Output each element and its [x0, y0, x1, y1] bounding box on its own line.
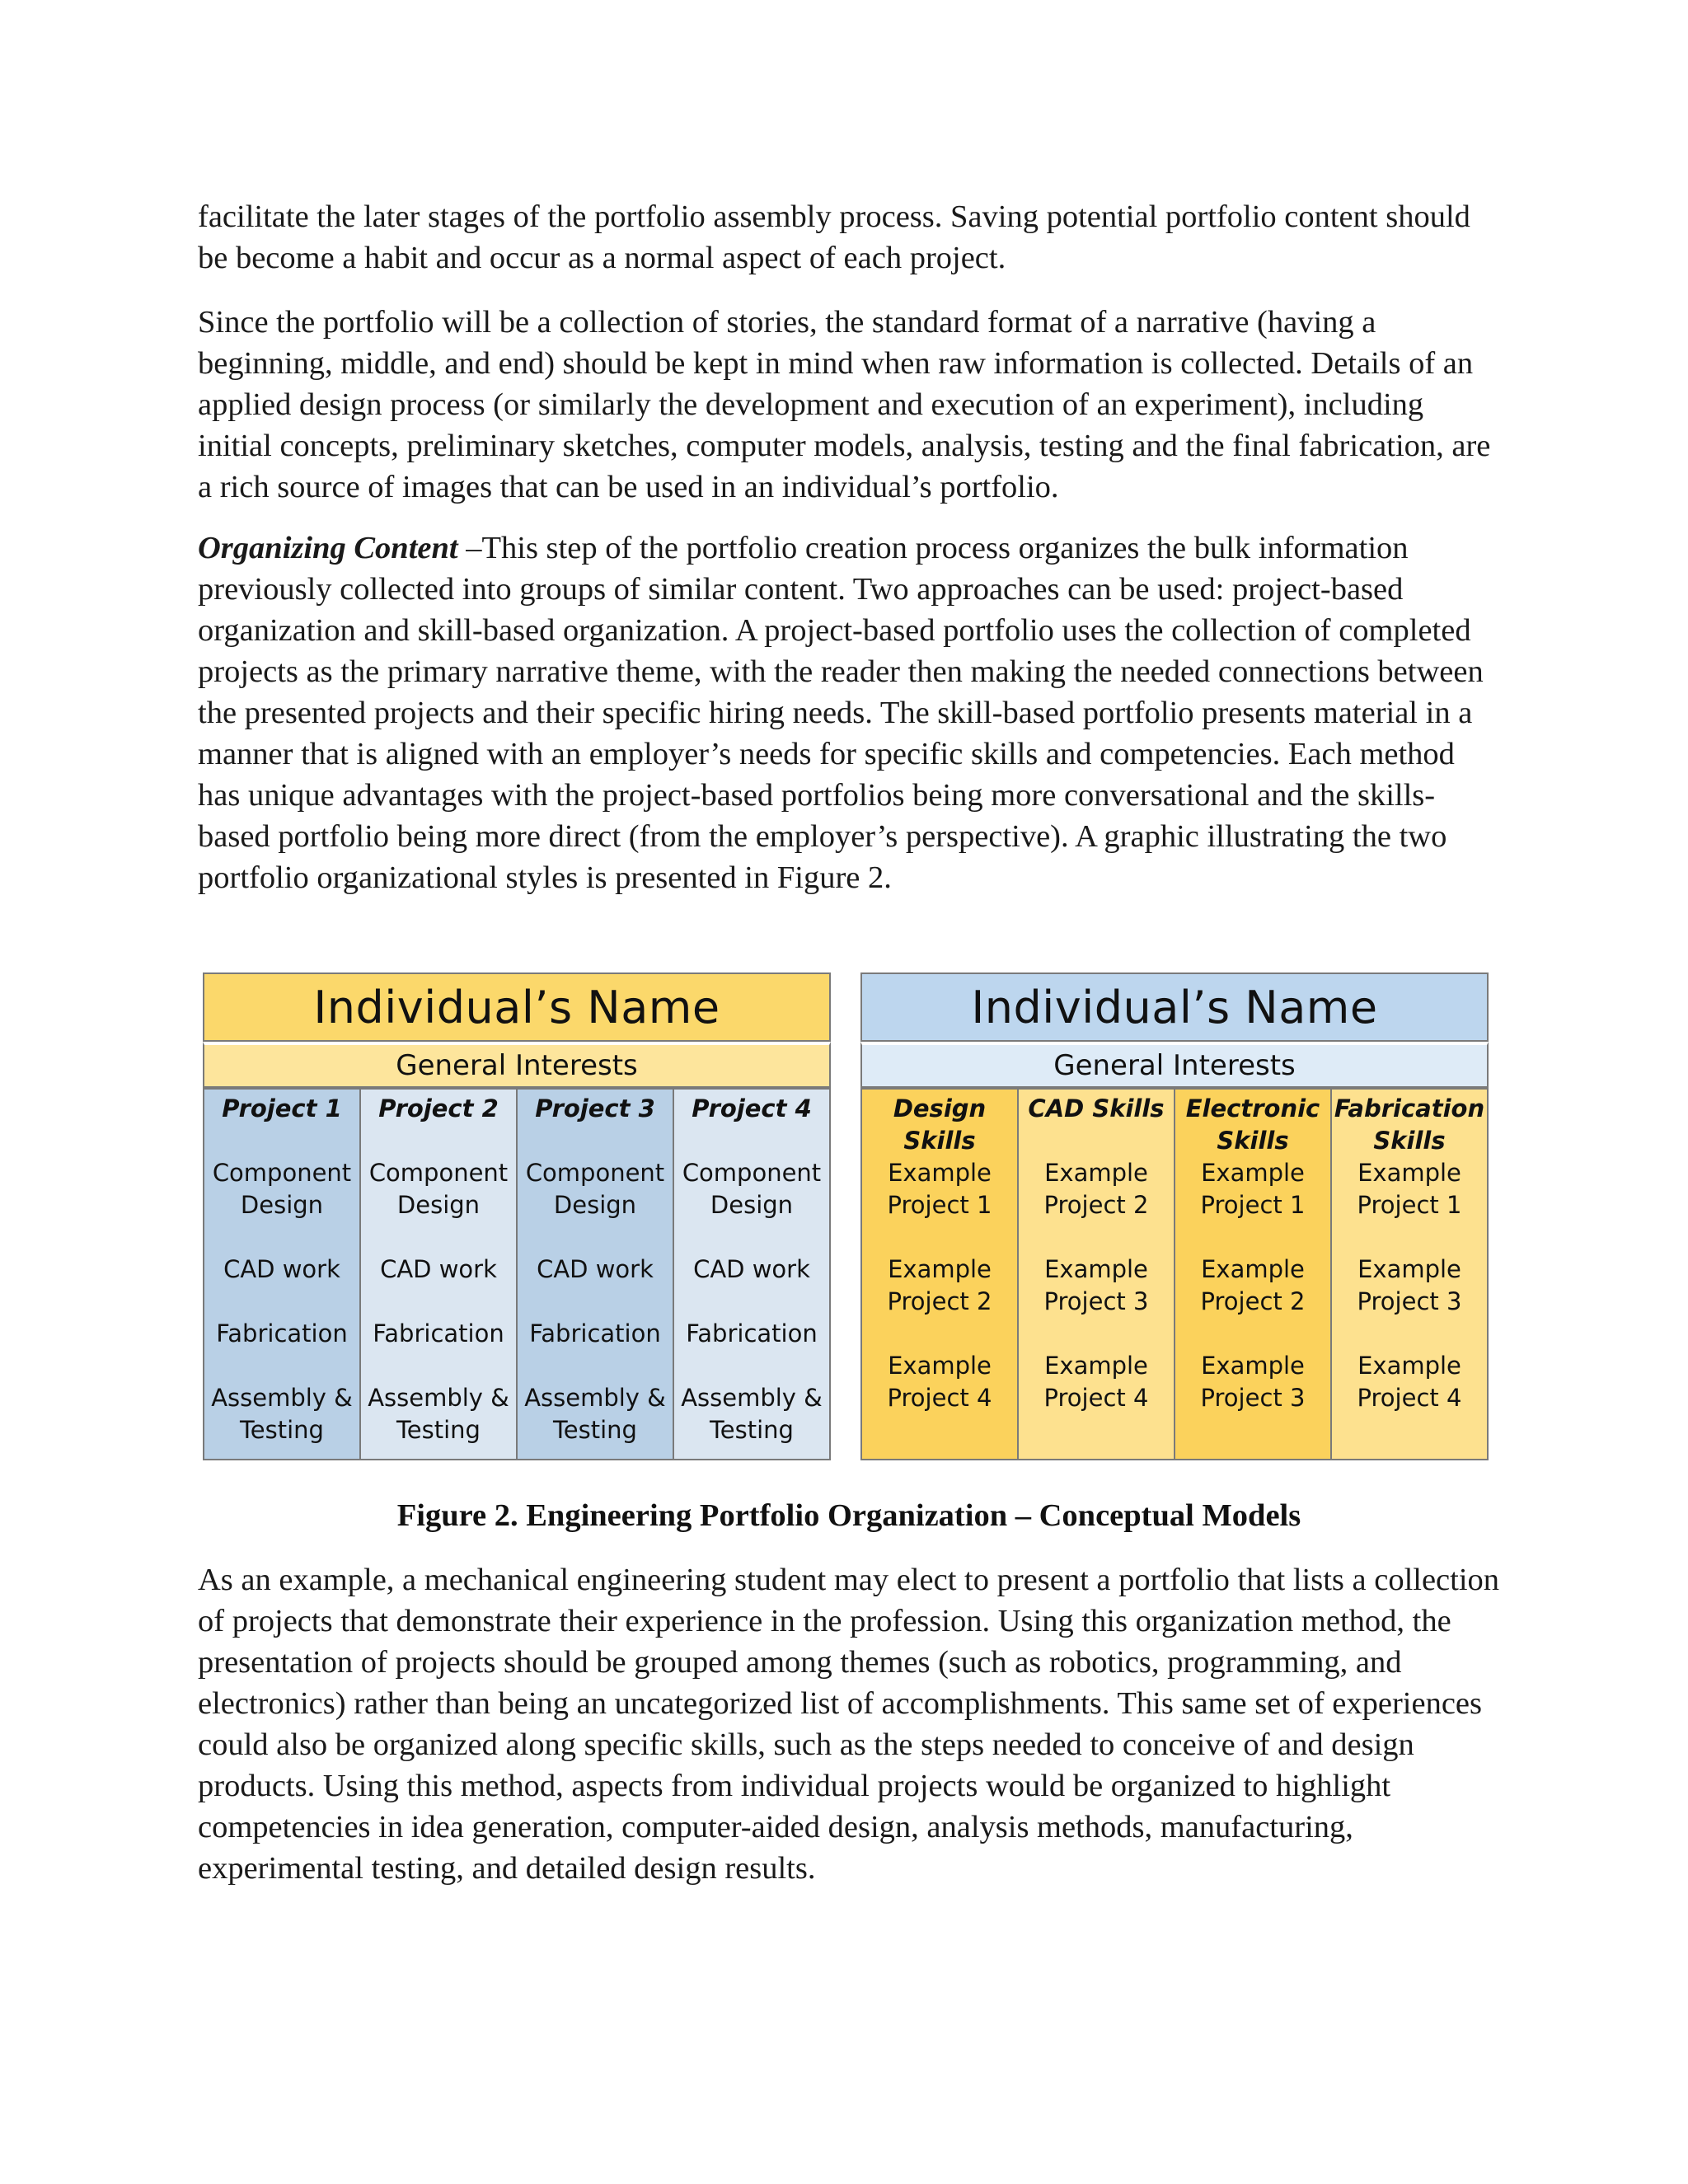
skill-based-model [860, 972, 1489, 1460]
figure-caption: Figure 2. Engineering Portfolio Organization – Conceptual Models [396, 1498, 1301, 1533]
skill-columns [860, 1088, 1489, 1460]
column-item: Component Design [682, 1159, 822, 1219]
column-item: Example Project 3 [1200, 1352, 1306, 1412]
column-item: Assembly & Testing [681, 1384, 823, 1444]
project-based-model [203, 972, 831, 1460]
column-item: Example Project 4 [1043, 1352, 1149, 1412]
individual-name-box: Individual’s Name [860, 972, 1489, 1042]
individual-name-box: Individual’s Name [203, 972, 831, 1042]
column-heading: CAD Skills [1028, 1094, 1165, 1122]
project-column [673, 1088, 831, 1460]
column-heading: Electronic Skills [1185, 1094, 1320, 1155]
paragraph-3 [198, 527, 1500, 898]
column-item: Example Project 3 [1357, 1255, 1462, 1315]
project-columns [203, 1088, 831, 1460]
column-item: Example Project 2 [887, 1255, 992, 1315]
paragraph-3-body: –This step of the portfolio creation process organizes the bulk information previously collected into groups of similar content. Two approaches can be used: project-based organization and skill-based organization. A project-based portfolio uses the collection of completed projects as the primary narrative theme, with the reader then making the needed connections between the presented projects and their specific hiring needs. The skill-based portfolio presents material in a manner that is aligned with an employer’s needs for specific skills and competencies. Each method has unique advantages with the project-based portfolios being more conversational and the skills-based portfolio being more direct (from the employer’s perspective). A graphic illustrating the two portfolio organizational styles is presented in Figure 2. [198, 531, 1484, 895]
column-heading: Project 2 [378, 1094, 499, 1122]
column-item: Fabrication [216, 1319, 348, 1347]
column-item: Component Design [368, 1159, 509, 1219]
column-heading: Design Skills [893, 1094, 987, 1155]
paragraph-1-text: facilitate the later stages of the portfolio assembly process. Saving potential portfolio content should be become a habit and occur as a normal aspect of each project. [198, 199, 1470, 275]
column-item: Example Project 4 [1357, 1352, 1462, 1412]
paragraph-3-lead-in: Organizing Content [198, 531, 458, 565]
column-item: Example Project 1 [1200, 1159, 1306, 1219]
paragraph-4 [198, 1559, 1500, 1889]
skill-column [1018, 1088, 1175, 1460]
column-item: Fabrication [529, 1319, 661, 1347]
column-item: CAD work [223, 1255, 340, 1283]
column-item: Example Project 3 [1043, 1255, 1149, 1315]
column-item: Assembly & Testing [524, 1384, 666, 1444]
column-item: Fabrication [373, 1319, 504, 1347]
column-item: Example Project 1 [1357, 1159, 1462, 1219]
column-item: Example Project 4 [887, 1352, 992, 1412]
column-heading: Project 4 [692, 1094, 812, 1122]
general-interests-box: General Interests [860, 1042, 1489, 1088]
paragraph-4-text: As an example, a mechanical engineering student may elect to present a portfolio that lists a collection of projects that demonstrate their experience in the profession. Using this organization method, the presentation of projects should be grouped among themes (such as robotics, programming, and electronics) rather than being an uncategorized list of accomplishments. This same set of experiences could also be organized along specific skills, such as the steps needed to conceive of and design products. Using this method, aspects from individual projects would be organized to highlight competencies in idea generation, computer-aided design, analysis methods, manufacturing, experimental testing, and detailed design results. [198, 1563, 1500, 1886]
column-item: Assembly & Testing [368, 1384, 509, 1444]
column-item: CAD work [537, 1255, 654, 1283]
column-item: Example Project 1 [887, 1159, 992, 1219]
column-item: Example Project 2 [1043, 1159, 1149, 1219]
project-column [203, 1088, 360, 1460]
project-column [517, 1088, 673, 1460]
column-item: Fabrication [686, 1319, 818, 1347]
skill-column [1331, 1088, 1489, 1460]
paragraph-2-text: Since the portfolio will be a collection of stories, the standard format of a narrative (having a beginning, middle, and end) should be kept in mind when raw information is collected. Details of an applied design process (or similarly the development and execution of an experiment), including initial concepts, preliminary sketches, computer models, analysis, testing and the final fabrication, are a rich source of images that can be used in an individual’s portfolio. [198, 305, 1491, 504]
column-heading: Project 3 [535, 1094, 655, 1122]
paragraph-2 [198, 302, 1500, 508]
skill-column [1175, 1088, 1331, 1460]
skill-column [860, 1088, 1018, 1460]
column-item: CAD work [693, 1255, 810, 1283]
paragraph-3-text [198, 527, 1500, 898]
column-item: Component Design [525, 1159, 665, 1219]
general-interests-box: General Interests [203, 1042, 831, 1088]
project-column [360, 1088, 517, 1460]
column-item: Assembly & Testing [211, 1384, 353, 1444]
column-heading: Project 1 [222, 1094, 342, 1122]
paragraph-1 [198, 196, 1500, 279]
column-item: Component Design [212, 1159, 352, 1219]
column-item: Example Project 2 [1200, 1255, 1306, 1315]
column-item: CAD work [380, 1255, 497, 1283]
column-heading: Fabrication Skills [1334, 1094, 1485, 1155]
